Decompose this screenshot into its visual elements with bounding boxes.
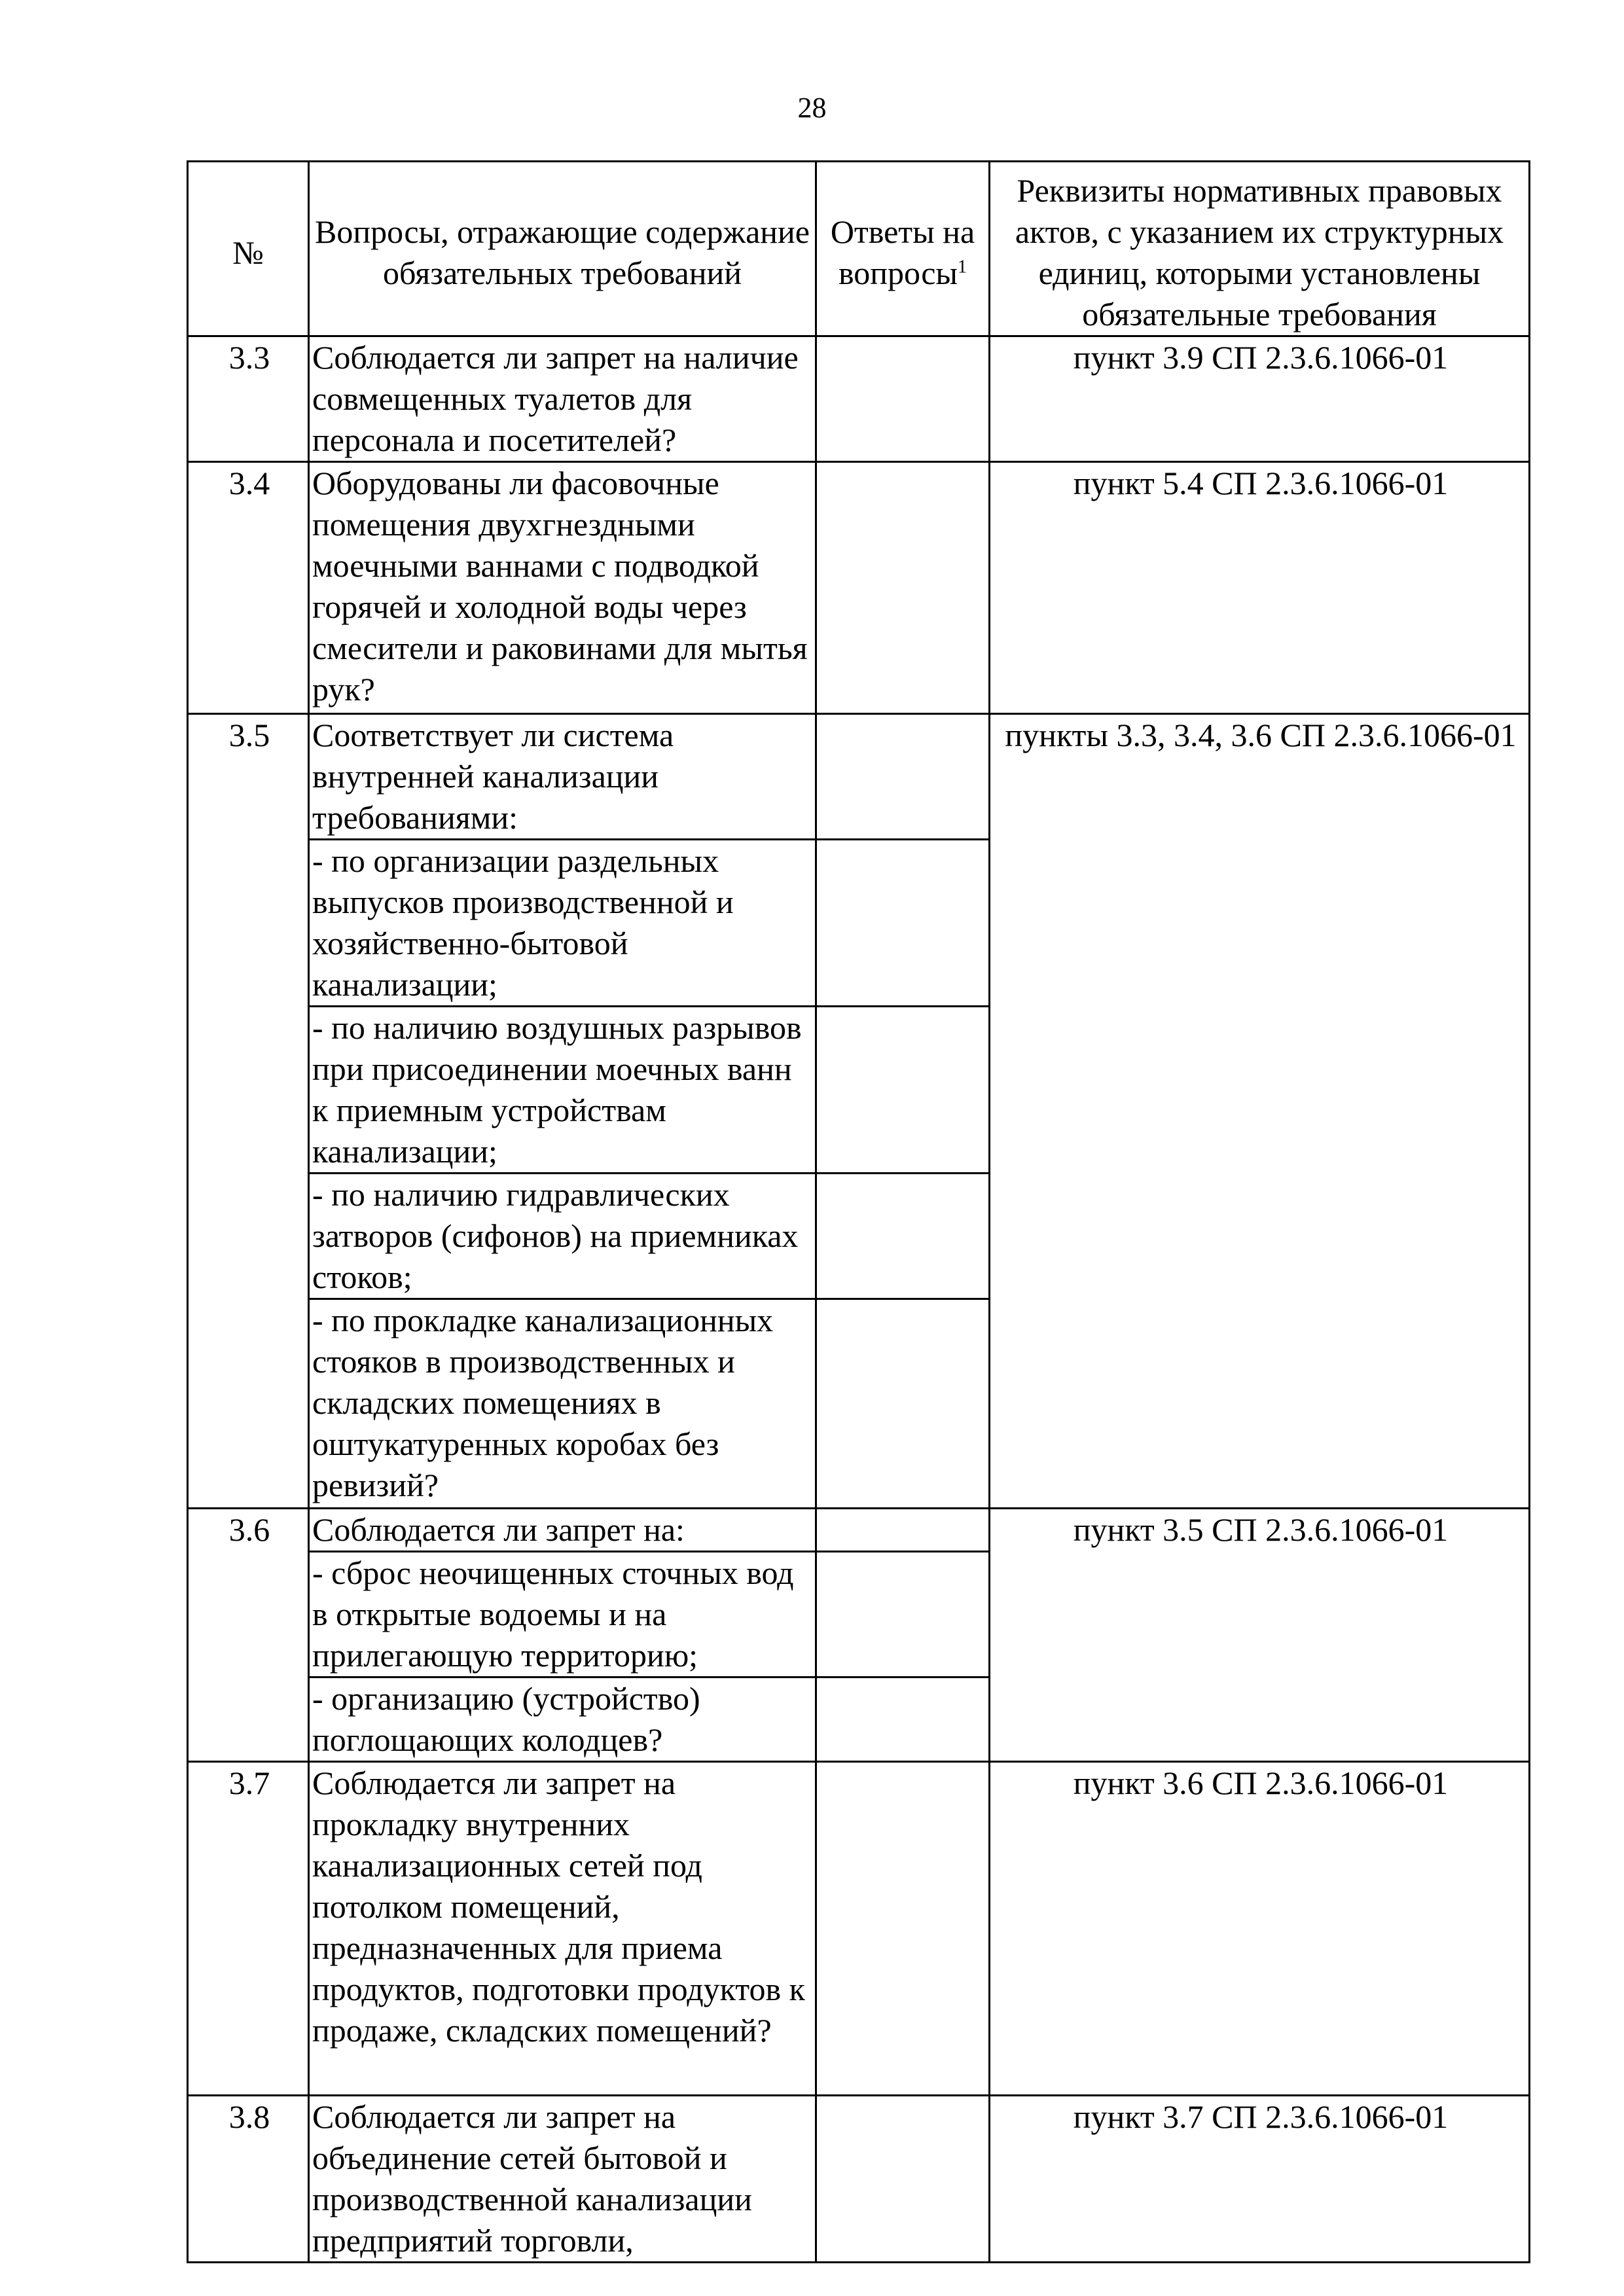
row-subquestion: - по прокладке канализационных стояков в производственных и складских помещениях в оштукатуренных коробах без ревизий? bbox=[309, 1299, 816, 1509]
answer-cell[interactable] bbox=[816, 840, 990, 1007]
row-question: Соблюдается ли запрет на объединение сетей бытовой и производственной канализации предприятий торговли, bbox=[309, 2096, 816, 2263]
row-reference: пункты 3.3, 3.4, 3.6 СП 2.3.6.1066-01 bbox=[990, 714, 1530, 1509]
row-reference: пункт 3.5 СП 2.3.6.1066-01 bbox=[990, 1509, 1530, 1762]
row-number: 3.4 bbox=[188, 462, 309, 714]
header-question: Вопросы, отражающие содержание обязательных требований bbox=[309, 162, 816, 336]
header-answer-footnote: 1 bbox=[958, 257, 967, 278]
row-question: Соблюдается ли запрет на наличие совмещенных туалетов для персонала и посетителей? bbox=[309, 336, 816, 462]
row-subquestion: - организацию (устройство) поглощающих колодцев? bbox=[309, 1677, 816, 1762]
header-num: № bbox=[188, 162, 309, 336]
row-question: Соответствует ли система внутренней канализации требованиями: bbox=[309, 714, 816, 840]
table-row bbox=[188, 714, 1530, 840]
table-row bbox=[188, 462, 1530, 714]
row-number: 3.3 bbox=[188, 336, 309, 462]
table-row bbox=[188, 336, 1530, 462]
row-question: Соблюдается ли запрет на прокладку внутренних канализационных сетей под потолком помещений, предназначенных для приема продуктов, подготовки продуктов к продаже, складских помещений? bbox=[309, 1762, 816, 2096]
answer-cell[interactable] bbox=[816, 1174, 990, 1299]
row-subquestion: - по наличию воздушных разрывов при присоединении моечных ванн к приемным устройствам канализации; bbox=[309, 1007, 816, 1174]
row-question: Соблюдается ли запрет на: bbox=[309, 1509, 816, 1552]
row-reference: пункт 5.4 СП 2.3.6.1066-01 bbox=[990, 462, 1530, 714]
row-question: Оборудованы ли фасовочные помещения двухгнездными моечными ваннами с подводкой горячей и холодной воды через смесители и раковинами для мытья рук? bbox=[309, 462, 816, 714]
row-number: 3.6 bbox=[188, 1509, 309, 1762]
row-subquestion: - сброс неочищенных сточных вод в открытые водоемы и на прилегающую территорию; bbox=[309, 1552, 816, 1677]
answer-cell[interactable] bbox=[816, 1509, 990, 1552]
answer-cell[interactable] bbox=[816, 1552, 990, 1677]
table-header-row bbox=[188, 162, 1530, 336]
answer-cell[interactable] bbox=[816, 1299, 990, 1509]
row-subquestion: - по организации раздельных выпусков производственной и хозяйственно-бытовой канализации; bbox=[309, 840, 816, 1007]
answer-cell[interactable] bbox=[816, 2096, 990, 2263]
table-row bbox=[188, 2096, 1530, 2263]
requirements-table bbox=[187, 160, 1530, 2263]
page-number: 28 bbox=[797, 92, 827, 124]
answer-cell[interactable] bbox=[816, 336, 990, 462]
row-reference: пункт 3.6 СП 2.3.6.1066-01 bbox=[990, 1762, 1530, 2096]
row-number: 3.8 bbox=[188, 2096, 309, 2263]
row-subquestion: - по наличию гидравлических затворов (сифонов) на приемниках стоков; bbox=[309, 1174, 816, 1299]
header-answer-text: Ответы на вопросы bbox=[830, 213, 975, 291]
header-answer bbox=[816, 162, 990, 336]
row-reference: пункт 3.7 СП 2.3.6.1066-01 bbox=[990, 2096, 1530, 2263]
answer-cell[interactable] bbox=[816, 1007, 990, 1174]
table-row bbox=[188, 1762, 1530, 2096]
row-reference: пункт 3.9 СП 2.3.6.1066-01 bbox=[990, 336, 1530, 462]
table-row bbox=[188, 1509, 1530, 1552]
answer-cell[interactable] bbox=[816, 462, 990, 714]
row-number: 3.5 bbox=[188, 714, 309, 1509]
answer-cell[interactable] bbox=[816, 714, 990, 840]
header-reference: Реквизиты нормативных правовых актов, с указанием их структурных единиц, которыми установлены обязательные требования bbox=[990, 162, 1530, 336]
answer-cell[interactable] bbox=[816, 1762, 990, 2096]
answer-cell[interactable] bbox=[816, 1677, 990, 1762]
row-number: 3.7 bbox=[188, 1762, 309, 2096]
